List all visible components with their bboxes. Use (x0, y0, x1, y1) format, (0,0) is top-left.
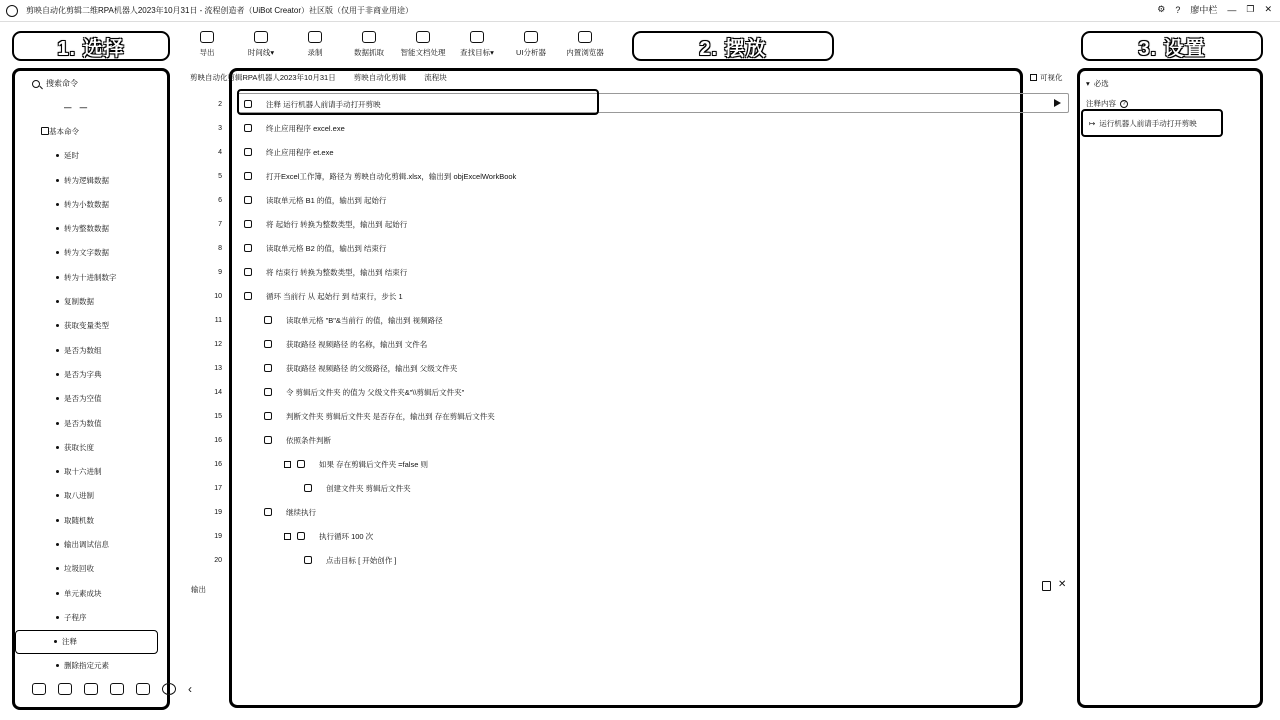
command-icon (244, 124, 252, 132)
line-number: 19 (214, 532, 222, 540)
plugin-icon[interactable] (32, 683, 46, 695)
tab-block[interactable]: 流程块 (424, 73, 447, 82)
flow-tabs (190, 72, 447, 83)
maximize-icon[interactable]: ❐ (1246, 4, 1255, 14)
command-text: 获取路径 视频路径 的名称，输出到 文件名 (286, 339, 428, 349)
line-number: 15 (214, 412, 222, 420)
command-item[interactable]: 垃圾回收 (18, 557, 158, 581)
command-icon (244, 196, 252, 204)
command-icon (264, 364, 272, 372)
line-number: 4 (218, 148, 222, 156)
command-item[interactable]: 输出调试信息 (18, 532, 158, 556)
command-text: 将 起始行 转换为整数类型，输出到 起始行 (266, 219, 408, 229)
ui-analyzer-icon (524, 31, 538, 43)
close-icon[interactable]: ✕ (1264, 4, 1272, 14)
command-icon (244, 172, 252, 180)
line-number: 10 (214, 292, 222, 300)
tab-flow[interactable]: 剪映自动化剪辑 (353, 73, 407, 82)
flow-row[interactable] (190, 308, 1070, 332)
step-label-select: 1. 选择 (12, 31, 170, 61)
flow-row[interactable] (190, 428, 1070, 452)
command-icon (244, 220, 252, 228)
command-icon (244, 268, 252, 276)
line-number: 2 (218, 100, 222, 108)
flow-row[interactable] (190, 380, 1070, 404)
line-number: 12 (214, 340, 222, 348)
visualize-toggle[interactable]: 可视化 (1030, 72, 1063, 83)
flow-row[interactable] (190, 188, 1070, 212)
smart-doc-button[interactable]: 智能文档处理 (396, 24, 450, 64)
command-text: 依照条件判断 (286, 435, 331, 445)
tab-project[interactable]: 剪映自动化剪辑RPA机器人2023年10月31日 (190, 73, 336, 82)
command-item[interactable]: 是否为字典 (18, 362, 158, 386)
command-icon (264, 388, 272, 396)
line-number: 11 (214, 316, 222, 324)
placed-command-highlight (237, 89, 599, 115)
command-icon (304, 556, 312, 564)
command-icon (297, 532, 305, 540)
step-label-place: 2. 摆放 (632, 31, 834, 61)
flow-row[interactable] (190, 500, 1070, 524)
command-text: 判断文件夹 剪辑后文件夹 是否存在，输出到 存在剪辑后文件夹 (286, 411, 495, 421)
command-item[interactable]: 注释 (15, 630, 158, 654)
command-item[interactable]: 转为小数数据 (18, 192, 158, 216)
command-icon (264, 316, 272, 324)
line-number: 9 (218, 268, 222, 276)
command-item[interactable]: 转为文字数据 (18, 241, 158, 265)
command-icon (297, 460, 305, 468)
command-icon (304, 484, 312, 492)
command-item[interactable]: 单元素成块 (18, 581, 158, 605)
title-bar (0, 0, 1280, 22)
command-item[interactable]: 是否为空值 (18, 387, 158, 411)
command-item[interactable]: 删除指定元素 (18, 654, 158, 678)
command-icon (244, 244, 252, 252)
data-scrape-button[interactable]: 数据抓取 (342, 24, 396, 64)
command-icon (244, 292, 252, 300)
flow-row[interactable] (190, 284, 1070, 308)
command-item[interactable]: 获取变量类型 (18, 314, 158, 338)
command-text: 读取单元格 B1 的值，输出到 起始行 (266, 195, 387, 205)
window-title: 剪映自动化剪辑二维RPA机器人2023年10月31日 - 流程创造者（UiBot Creator）社区版（仅用于非商业用途） (26, 6, 414, 15)
globe-icon[interactable] (162, 683, 176, 695)
line-number: 16 (214, 460, 222, 468)
flow-row[interactable] (190, 212, 1070, 236)
flow-row[interactable] (190, 548, 1070, 572)
app-logo-icon (6, 5, 18, 17)
command-text: 读取单元格 "B"&当前行 的值，输出到 视频路径 (286, 315, 443, 325)
command-text: 循环 当前行 从 起始行 到 结束行，步长 1 (266, 291, 403, 301)
text-field-icon: ↦ (1089, 118, 1096, 128)
list-separator: — — (64, 102, 91, 112)
line-number: 6 (218, 196, 222, 204)
timeline-button[interactable]: 时间线▾ (234, 24, 288, 64)
command-icon (264, 436, 272, 444)
properties-panel-frame (1077, 68, 1263, 708)
left-bottom-bar (32, 682, 192, 696)
command-text: 获取路径 视频路径 的父级路径，输出到 父级文件夹 (286, 363, 458, 373)
browser-icon (578, 31, 592, 43)
required-section[interactable]: ▾ 必选 (1086, 78, 1109, 88)
pen-icon[interactable] (58, 683, 72, 695)
line-number: 19 (214, 508, 222, 516)
command-search[interactable] (32, 78, 78, 89)
command-item[interactable]: 取随机数 (18, 508, 158, 532)
command-text: 注释 运行机器人前请手动打开剪映 (266, 99, 381, 109)
collapse-chevron-icon[interactable]: ‹ (188, 682, 192, 696)
flow-row[interactable] (190, 524, 1070, 548)
command-text: 打开Excel工作簿，路径为 剪映自动化剪辑.xlsx，输出到 objExcelWorkBook (266, 171, 517, 181)
command-item[interactable]: 延时 (18, 144, 158, 168)
command-icon (244, 148, 252, 156)
step-label-settings: 3. 设置 (1081, 31, 1263, 61)
command-item[interactable]: 转为整数数据 (18, 216, 158, 240)
minimize-icon[interactable]: — (1227, 4, 1237, 15)
line-number: 5 (218, 172, 222, 180)
window-controls (1157, 3, 1272, 16)
collapse-toggle-icon[interactable] (284, 533, 291, 540)
line-number: 17 (214, 484, 222, 492)
command-text: 终止应用程序 excel.exe (266, 123, 345, 133)
find-target-button[interactable]: 查找目标▾ (450, 24, 504, 64)
flow-row[interactable] (190, 476, 1070, 500)
command-item[interactable]: 取十六进制 (18, 459, 158, 483)
command-list (18, 95, 158, 678)
command-text: 读取单元格 B2 的值，输出到 结束行 (266, 243, 387, 253)
user-name[interactable]: 廖中栏 (1190, 5, 1218, 15)
flow-row[interactable] (190, 356, 1070, 380)
command-text: 终止应用程序 et.exe (266, 147, 334, 157)
command-item[interactable]: 复制数据 (18, 289, 158, 313)
ui-analyzer-button[interactable]: UI分析器 (504, 24, 558, 64)
command-group-basic[interactable]: 基本命令 (18, 119, 158, 143)
command-text: 执行循环 100 次 (319, 531, 374, 541)
monitor-icon[interactable] (136, 683, 150, 695)
flow-row[interactable] (190, 404, 1070, 428)
comment-field-label: 注释内容 ? (1086, 98, 1128, 109)
command-icon (264, 412, 272, 420)
flow-row[interactable] (190, 140, 1070, 164)
export-button[interactable]: 导出 (180, 24, 234, 64)
command-item[interactable]: 获取长度 (18, 435, 158, 459)
scrape-icon (362, 31, 376, 43)
line-number: 7 (218, 220, 222, 228)
builtin-browser-button[interactable]: 内置浏览器 (558, 24, 612, 64)
command-text: 创建文件夹 剪辑后文件夹 (326, 483, 411, 493)
command-item[interactable]: 是否为数值 (18, 411, 158, 435)
collapse-toggle-icon[interactable] (284, 461, 291, 468)
help-icon[interactable]: ? (1175, 4, 1181, 15)
output-panel-label: 输出 (191, 585, 206, 594)
main-toolbar (180, 24, 612, 64)
command-text: 将 结束行 转换为整数类型，输出到 结束行 (266, 267, 408, 277)
capture-icon[interactable] (84, 683, 98, 695)
comment-value-field[interactable]: ↦ 运行机器人前请手动打开剪映 (1081, 109, 1223, 137)
clock-icon (254, 31, 268, 43)
flow-row[interactable] (190, 260, 1070, 284)
visualize-checkbox[interactable] (1030, 74, 1037, 81)
line-number: 20 (214, 556, 222, 564)
flow-row[interactable] (190, 164, 1070, 188)
line-number: 14 (214, 388, 222, 396)
ai-icon (416, 31, 430, 43)
flow-row[interactable] (190, 452, 1070, 476)
command-item[interactable]: 是否为数组 (18, 338, 158, 362)
target-icon (470, 31, 484, 43)
command-text: 如果 存在剪辑后文件夹 =false 则 (319, 459, 428, 469)
command-item[interactable]: 转为逻辑数据 (18, 168, 158, 192)
trash-icon[interactable] (1042, 581, 1051, 591)
command-text: 令 剪辑后文件夹 的值为 父级文件夹&"\\剪辑后文件夹" (286, 387, 465, 397)
export-icon (200, 31, 214, 43)
command-item[interactable]: 取八进制 (18, 484, 158, 508)
command-text: 点击目标 [ 开始创作 ] (326, 555, 397, 565)
command-icon (264, 508, 272, 516)
help-circle-icon[interactable]: ? (1120, 100, 1128, 108)
line-number: 13 (214, 364, 222, 372)
command-icon (264, 340, 272, 348)
close-output-icon[interactable]: ✕ (1058, 579, 1067, 590)
command-text: 继续执行 (286, 507, 316, 517)
flow-row[interactable] (190, 116, 1070, 140)
line-number: 8 (218, 244, 222, 252)
search-input[interactable]: 搜索命令 (46, 79, 78, 88)
line-number: 3 (218, 124, 222, 132)
search-icon (32, 80, 40, 88)
flow-row[interactable] (190, 332, 1070, 356)
chevron-down-icon: ▾ (1086, 78, 1090, 88)
flow-row[interactable] (190, 236, 1070, 260)
video-icon[interactable] (110, 683, 124, 695)
properties-content (1086, 76, 1128, 109)
command-item[interactable]: 转为十进制数字 (18, 265, 158, 289)
record-button[interactable]: 录制 (288, 24, 342, 64)
command-item[interactable]: 子程序 (18, 605, 158, 629)
camera-icon (308, 31, 322, 43)
settings-icon[interactable]: ⚙ (1157, 4, 1166, 14)
line-number: 16 (214, 436, 222, 444)
